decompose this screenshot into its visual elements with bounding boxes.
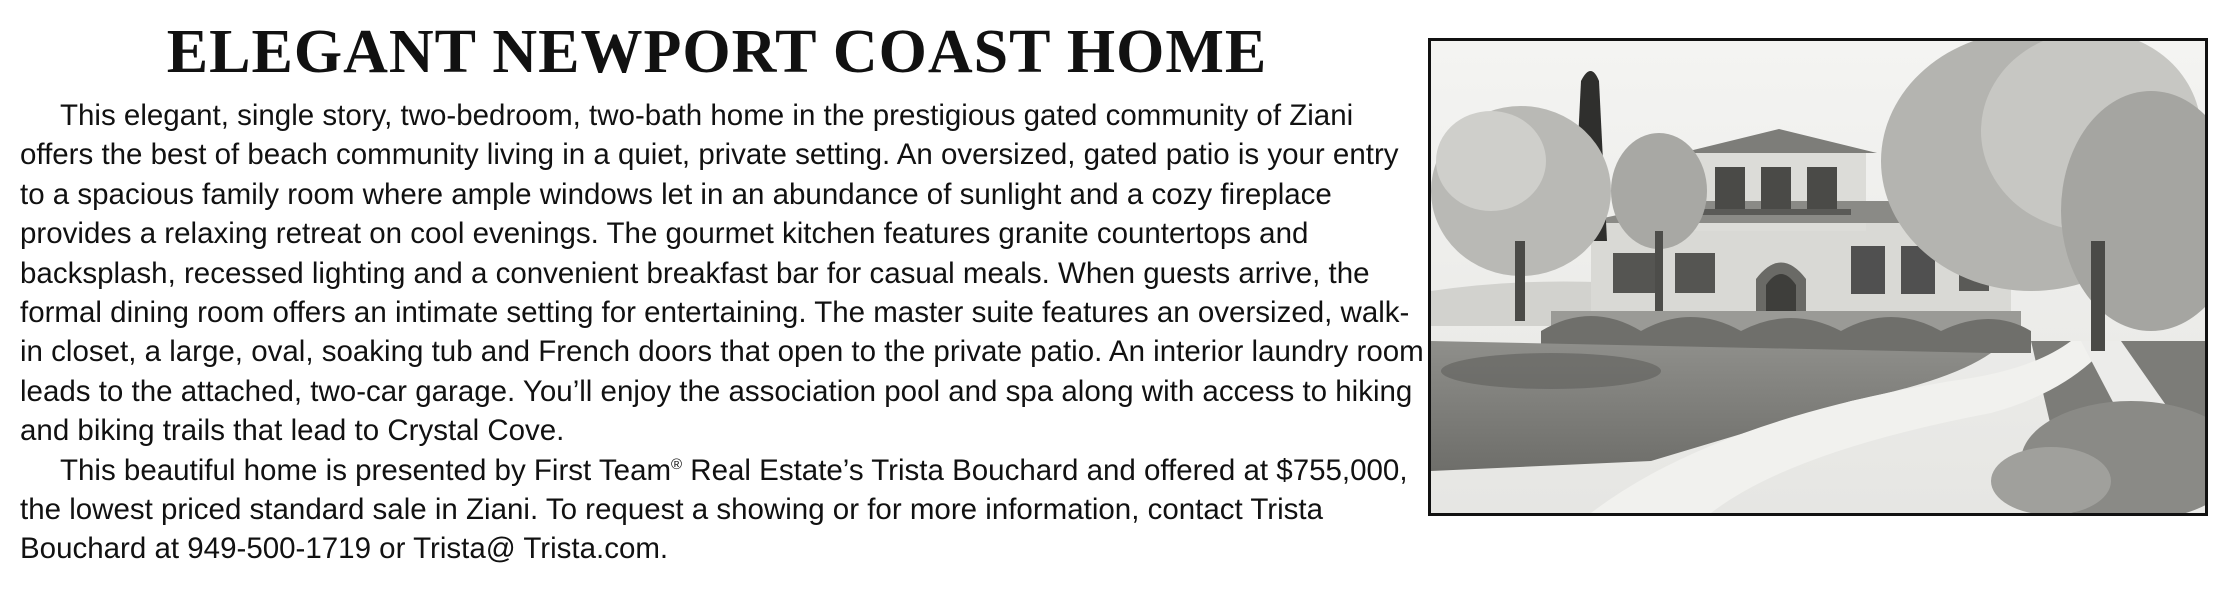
photo-text-wrap-spacer: [1425, 96, 2225, 516]
article-headline: ELEGANT NEWPORT COAST HOME: [166, 18, 1268, 86]
paragraph-description: This elegant, single story, two-bedroom, two-bath home in the prestigious gated community of Ziani offers the best of beach community living in a quiet, private setting. An oversized, gated patio is your entry to a spacious family room where ample windows let in an abundance of sunlight and a cozy fireplace provides a relaxing retreat on cool evenings. The gourmet kitchen features granite countertops and backsplash, recessed lighting and a convenient breakfast bar for casual meals. When guests arrive, the formal dining room offers an intimate setting for entertaining. The master suite features an oversized, walk-in closet, a large, oval, soaking tub and French doors that open to the private patio. An interior laundry room leads to the attached, two-car garage. You’ll enjoy the association pool and spa along with access to hiking and biking trails that lead to Crystal Cove.: [20, 99, 1424, 448]
contact-text-part2: Real Estate’s Trista Bouchard and offered at $755,000, the lowest priced standard sale in Ziani. To request a showing or for more information, contact Trista Bouchard at 949-500-1719 or Trista@ Trista.com.: [20, 453, 1408, 566]
contact-text-part1: This beautiful home is presented by First Team: [60, 453, 672, 487]
article-body: [20, 96, 2225, 569]
registered-mark: ®: [671, 455, 683, 473]
